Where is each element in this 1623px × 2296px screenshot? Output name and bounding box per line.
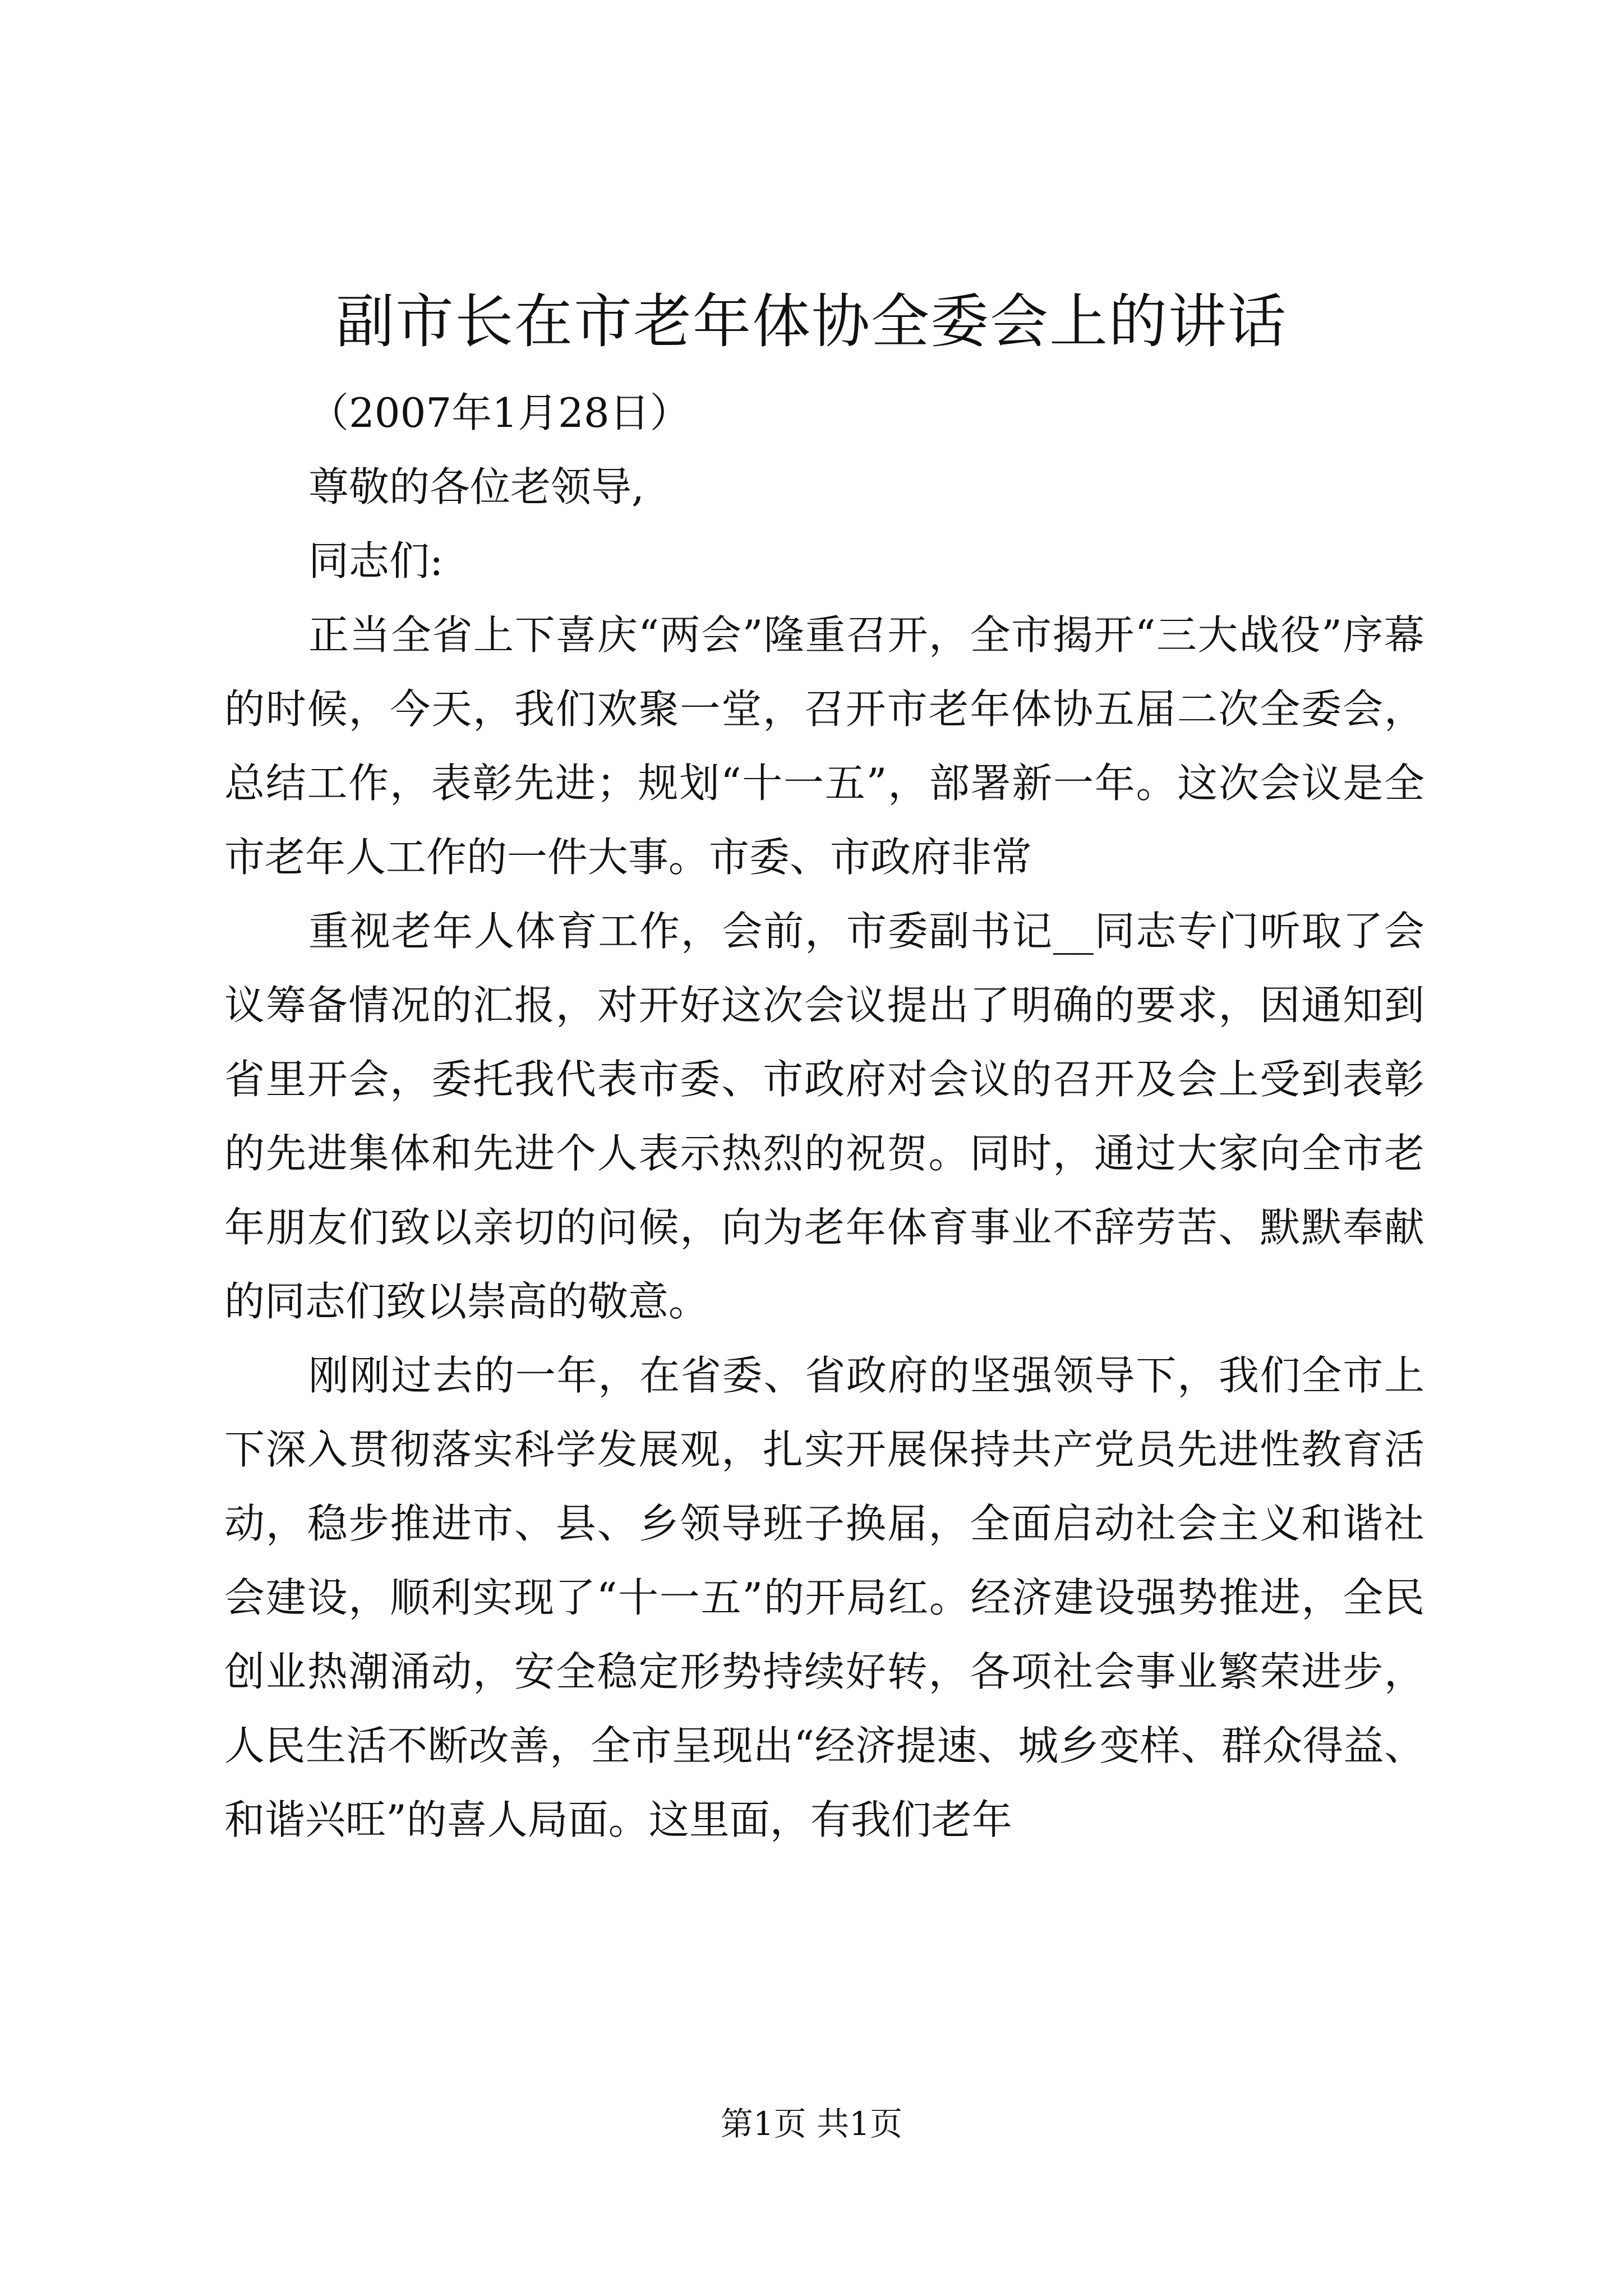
document-title: 副市长在市老年体协全委会上的讲话 <box>335 287 1287 356</box>
body-paragraph: 正当全省上下喜庆“两会”隆重召开，全市揭开“三大战役”序幕的时候，今天，我们欢聚一堂，召开市老年体协五届二次全委会，总结工作，表彰先进；规划“十一五”，部署新一年。这次会议是全市老年人工作的一件大事。市委、市政府非常 <box>224 611 1424 881</box>
document-body <box>224 376 1424 1857</box>
salutation-line: 同志们: <box>308 537 444 585</box>
date-line: （2007年1月28日） <box>308 389 690 436</box>
page-number-footer: 第1页 共1页 <box>720 2105 903 2143</box>
salutation-line: 尊敬的各位老领导, <box>308 463 644 510</box>
body-paragraph: 重视老年人体育工作，会前，市委副书记__同志专门听取了会议筹备情况的汇报，对开好这次会议提出了明确的要求，因通知到省里开会，委托我代表市委、市政府对会议的召开及会上受到表彰的先进集体和先进个人表示热烈的祝贺。同时，通过大家向全市老年朋友们致以亲切的问候，向为老年体育事业不辞劳苦、默默奉献的同志们致以崇高的敬意。 <box>224 908 1424 1325</box>
body-paragraph: 刚刚过去的一年，在省委、省政府的坚强领导下，我们全市上下深入贯彻落实科学发展观，扎实开展保持共产党员先进性教育活动，稳步推进市、县、乡领导班子换届，全面启动社会主义和谐社会建设，顺利实现了“十一五”的开局红。经济建设强势推进，全民创业热潮涌动，安全稳定形势持续好转，各项社会事业繁荣进步，人民生活不断改善，全市呈现出“经济提速、城乡变样、群众得益、和谐兴旺”的喜人局面。这里面，有我们老年 <box>224 1352 1424 1843</box>
